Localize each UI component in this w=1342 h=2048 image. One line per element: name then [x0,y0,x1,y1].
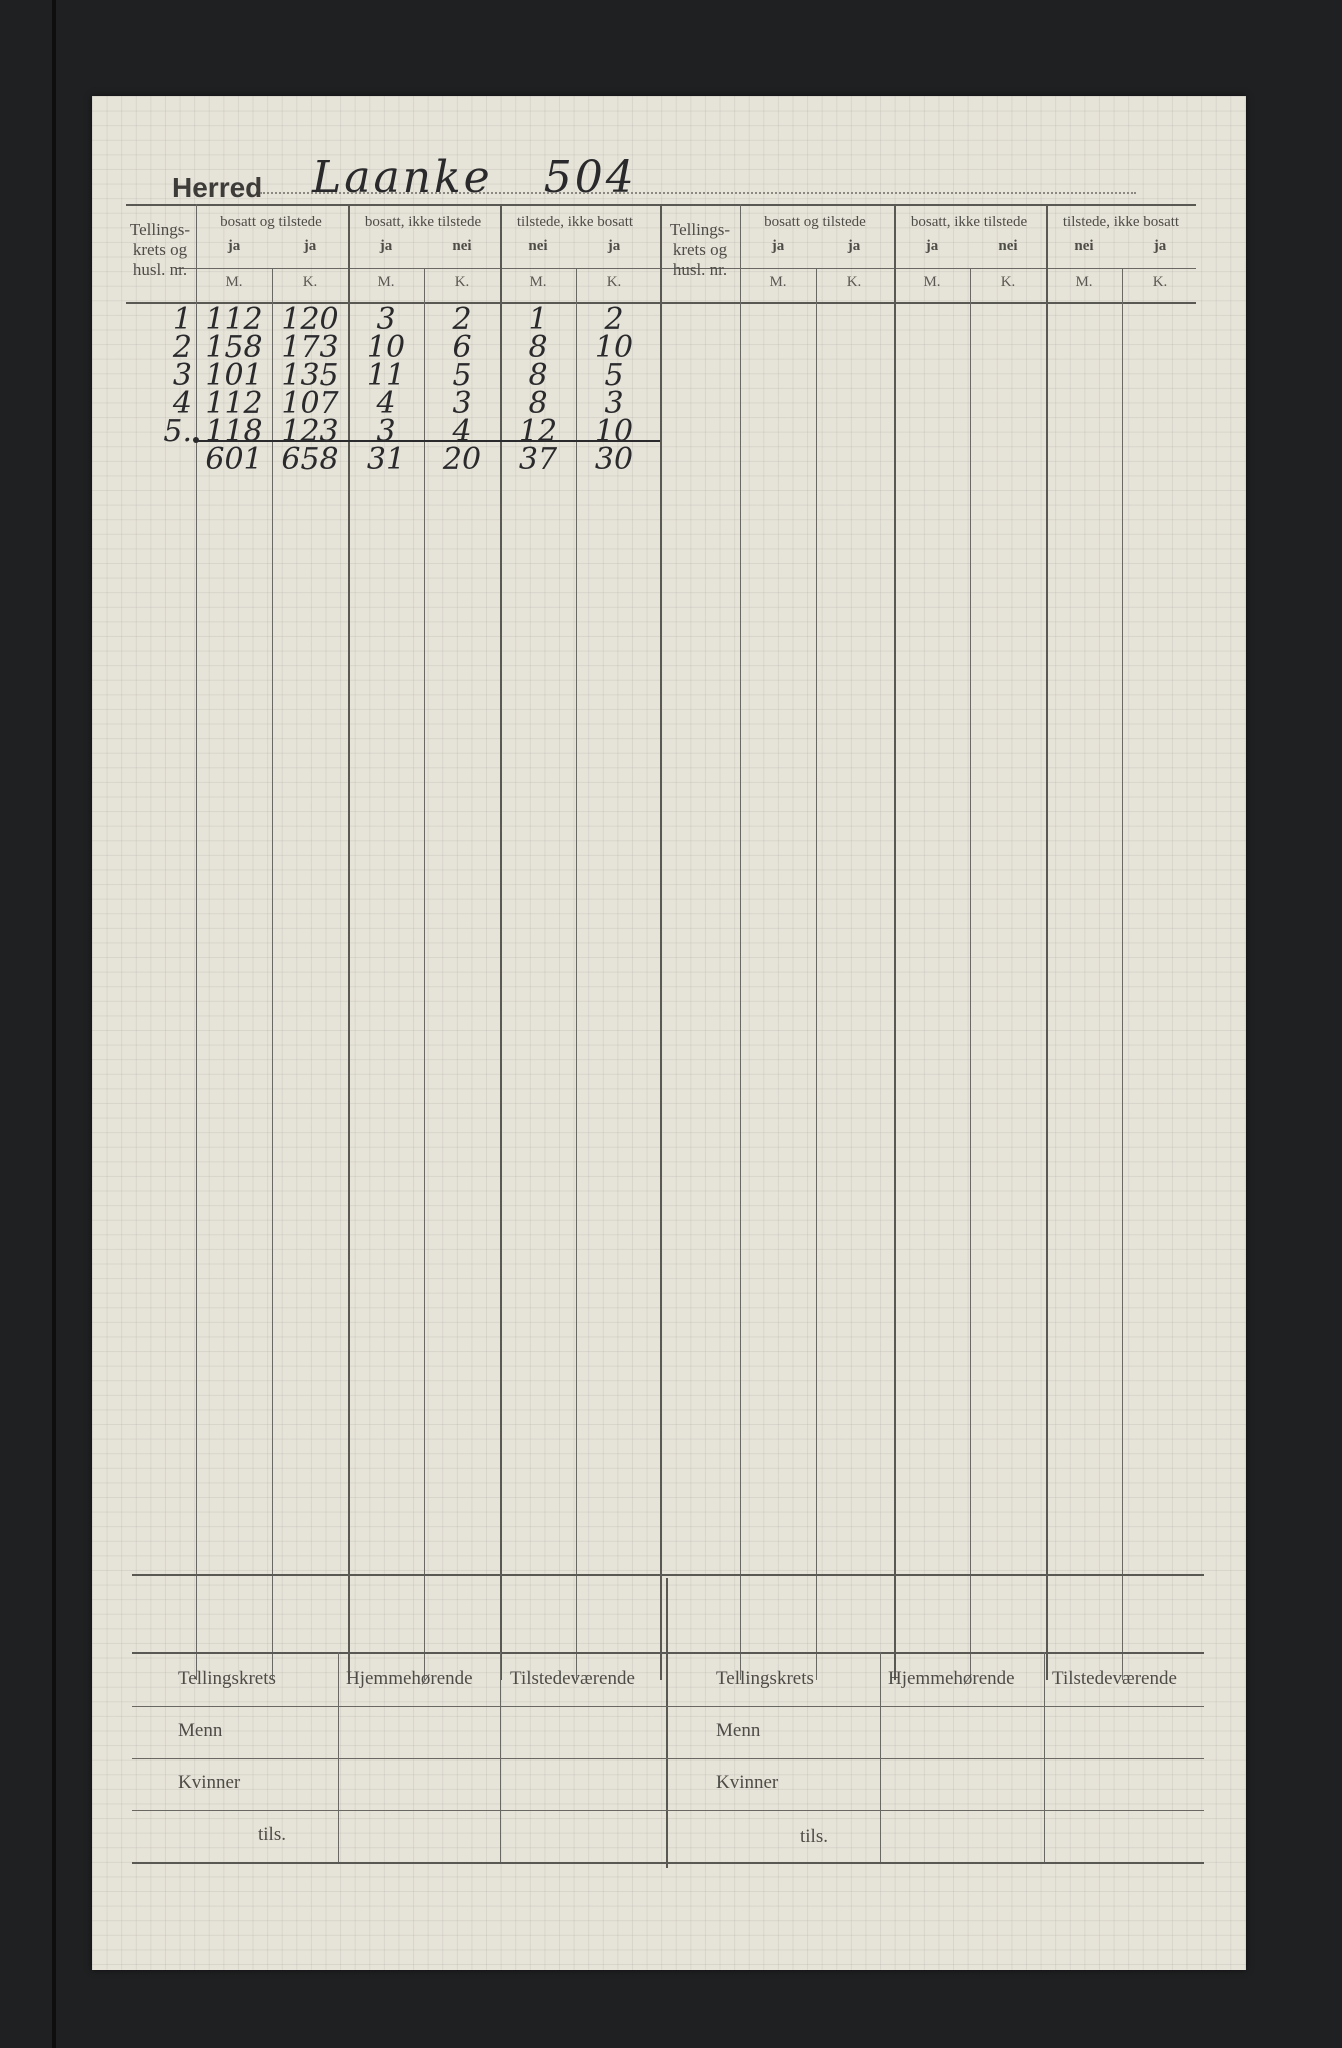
summary-header-tilstedevaerende-right: Tilstedeværende [1052,1668,1177,1689]
cell: 118 [205,414,263,449]
totals-dot [193,437,199,443]
col-k-right: K. [1000,274,1016,290]
sub-ja-right: ja [1153,238,1167,254]
summary-col-line [1044,1652,1045,1862]
binder-edge [52,0,56,2048]
cell: 8 [528,386,548,421]
cell: 101 [205,358,263,393]
cell: 2 [604,302,624,337]
total-cell: 601 [205,442,263,477]
cell: 112 [205,386,263,421]
col-k-right: K. [1152,274,1168,290]
summary-col-line [880,1652,881,1862]
cell: 120 [281,302,339,337]
row-label-header [122,220,198,280]
cell: 5 [452,358,472,393]
cell: 4 [452,414,472,449]
row-nr: 1 [172,302,192,337]
total-cell: 31 [366,442,406,477]
row-label-line-3: husl. nr. [132,260,188,279]
col-line [1046,204,1048,1680]
summary-row-tils: tils. [258,1824,286,1845]
cell: 1 [528,302,548,337]
cell: 3 [376,414,396,449]
row-nr: 5. [163,414,192,449]
sub-ja: ja [303,238,317,254]
sub-ja: ja [379,238,393,254]
total-cell: 30 [594,442,634,477]
sub-nei-right: nei [998,238,1018,254]
summary-row-tils-right: tils. [800,1826,828,1847]
col-m: M. [225,274,243,290]
cell: 158 [205,330,263,365]
herred-number: 504 [543,152,637,203]
row-label-line-3: husl. nr. [672,260,728,279]
col-line [424,268,425,1680]
cell: 173 [281,330,339,365]
group-bosatt-ikke-tilstede-right: bosatt, ikke tilstede [910,214,1028,230]
summary-row-kvinner: Kvinner [178,1772,241,1793]
sub-ja: ja [607,238,621,254]
center-divider [660,204,662,1680]
col-line [816,268,817,1680]
summary-col-line [338,1652,339,1862]
group-tilstede-ikke-bosatt-right: tilstede, ikke bosatt [1062,214,1180,230]
col-m-right: M. [1075,274,1093,290]
census-form [92,96,1246,1970]
summary-header-tellingskrets: Tellingskrets [178,1668,276,1689]
row-label-header-right [662,220,738,280]
col-k: K. [606,274,622,290]
title-dotted-line [260,192,1136,194]
cell: 2 [452,302,472,337]
cell: 10 [594,330,634,365]
row-label-line-1: Tellings- [669,220,731,239]
herred-label: Herred [172,172,263,203]
col-m-right: M. [769,274,787,290]
row-label-line-2: krets og [672,240,728,259]
cell: 107 [281,386,339,421]
cell: 12 [518,414,558,449]
col-line [1122,268,1123,1680]
col-line [894,204,896,1680]
herred-name-text: Laanke [312,152,493,203]
sub-nei: nei [452,238,472,254]
cell: 3 [452,386,472,421]
cell: 4 [376,386,396,421]
herred-name [312,152,637,203]
cell: 11 [366,358,406,393]
col-line [970,268,971,1680]
summary-header-tellingskrets-right: Tellingskrets [716,1668,814,1689]
cell: 8 [528,358,548,393]
cell: 3 [376,302,396,337]
total-cell: 20 [442,442,482,477]
summary-header-hjemmehorende: Hjemmehørende [346,1668,473,1689]
row-label-line-2: krets og [132,240,188,259]
row-nr: 3 [172,358,192,393]
group-bosatt-ikke-tilstede: bosatt, ikke tilstede [364,214,482,230]
group-tilstede-ikke-bosatt: tilstede, ikke bosatt [516,214,634,230]
col-line [272,268,273,1680]
sub-ja: ja [227,238,241,254]
table-bottom-rule [132,1574,1204,1576]
row-nr: 2 [172,330,192,365]
cell: 10 [366,330,406,365]
col-m-right: M. [923,274,941,290]
group-bosatt-tilstede-right: bosatt og tilstede [764,214,866,230]
sub-ja-right: ja [847,238,861,254]
col-k: K. [302,274,318,290]
summary-row-menn: Menn [178,1720,223,1741]
col-line [740,204,741,1680]
total-cell: 658 [281,442,339,477]
col-line [576,268,577,1680]
row-nr: 4 [172,386,192,421]
summary-col-line [500,1652,501,1862]
col-m: M. [529,274,547,290]
col-k-right: K. [846,274,862,290]
summary-header-tilstedevaerende: Tilstedeværende [510,1668,635,1689]
cell: 8 [528,330,548,365]
cell: 10 [594,414,634,449]
total-cell: 37 [518,442,558,477]
cell: 135 [281,358,339,393]
summary-row-menn-right: Menn [716,1720,761,1741]
sub-ja-right: ja [771,238,785,254]
cell: 123 [281,414,339,449]
cell: 6 [452,330,472,365]
group-bosatt-tilstede: bosatt og tilstede [220,214,322,230]
sub-ja-right: ja [925,238,939,254]
cell: 3 [604,386,624,421]
cell: 5 [604,358,624,393]
totals-rule [196,440,660,442]
sub-nei-right: nei [1074,238,1094,254]
sub-nei: nei [528,238,548,254]
cell: 112 [205,302,263,337]
summary-center-divider [666,1578,668,1868]
col-k: K. [454,274,470,290]
row-label-line-1: Tellings- [129,220,191,239]
summary-bottom-rule [132,1862,1204,1864]
summary-row-kvinner-right: Kvinner [716,1772,779,1793]
summary-header-hjemmehorende-right: Hjemmehørende [888,1668,1015,1689]
col-m: M. [377,274,395,290]
